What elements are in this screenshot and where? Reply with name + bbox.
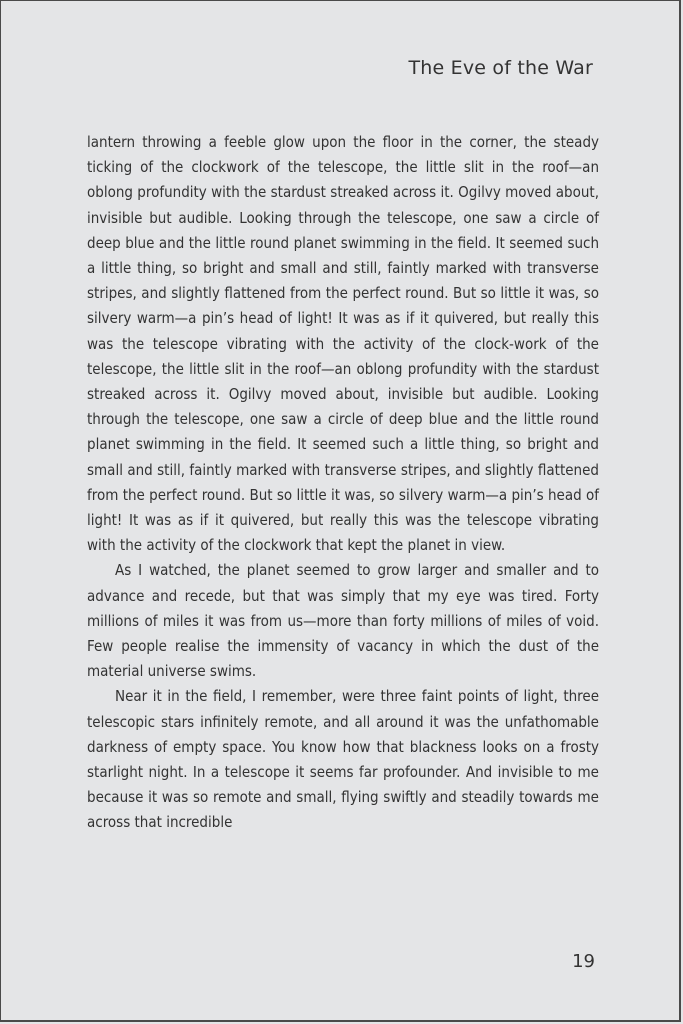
page-number: 19 bbox=[572, 951, 595, 972]
paragraph: Near it in the field, I remember, were three faint points of light, three telescopic stars infinitely remote, and all around it was the unfathomable darkness of empty space. You know how that blackness looks on a frosty starlight night. In a telescope it seems far profounder. And invisible to me because it was so remote and small, flying swiftly and steadily towards me across that incredible bbox=[87, 687, 599, 832]
paragraph: As I watched, the planet seemed to grow larger and smaller and to advance and recede, but that was simply that my eye was tired. Forty millions of miles it was from us—more than forty millions of miles of void. Few people realise the immensity of vacancy in which the dust of the material universe swims. bbox=[87, 561, 599, 681]
running-header: The Eve of the War bbox=[408, 57, 593, 79]
page-body bbox=[87, 130, 599, 836]
paragraph: lantern throwing a feeble glow upon the floor in the corner, the steady ticking of the clockwork of the telescope, the little slit in the roof—an oblong profundity with the stardust streaked across it. Ogilvy moved about, invisible but audible. Looking through the telescope, one saw a circle of deep blue and the little round planet swimming in the field. It seemed such a little thing, so bright and small and still, faintly marked with transverse stripes, and slightly flattened from the perfect round. But so little it was, so silvery warm—a pin’s head of light! It was as if it quivered, but really this was the telescope vibrating with the activity of the clock-work of the telescope, the little slit in the roof—an oblong profundity with the stardust streaked across it. Ogilvy moved about, invisible but audible. Looking through the telescope, one saw a circle of deep blue and the little round planet swimming in the field. It seemed such a little thing, so bright and small and still, faintly marked with transverse stripes, and slightly flattened from the perfect round. But so little it was, so silvery warm—a pin’s head of light! It was as if it quivered, but really this was the telescope vibrating with the activity of the clockwork that kept the planet in view. bbox=[87, 133, 599, 555]
